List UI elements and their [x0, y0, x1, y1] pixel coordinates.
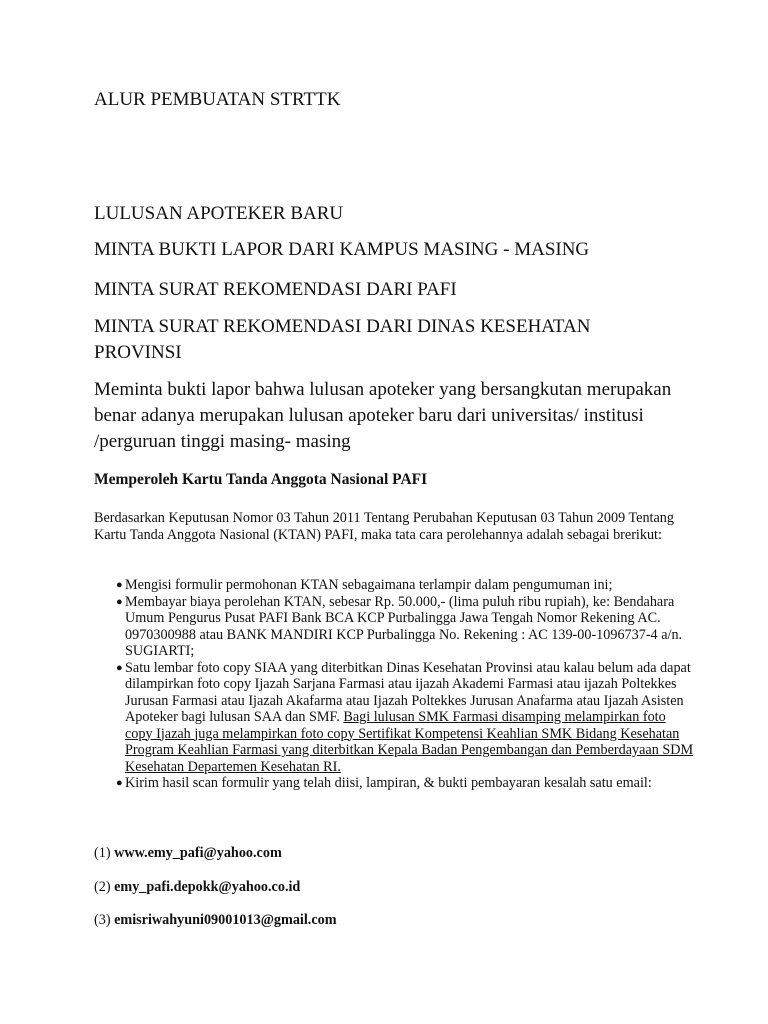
document-title: ALUR PEMBUATAN STRTTK — [94, 89, 341, 110]
large-paragraph: Meminta bukti lapor bahwa lulusan apoteker yang bersangkutan merupakan benar adanya merupakan lulusan apoteker baru dari universitas/ institusi /perguruan tinggi masing- masing — [94, 379, 672, 452]
email-number: (3) — [94, 912, 111, 928]
step-1: LULUSAN APOTEKER BARU — [94, 203, 344, 224]
email-address[interactable]: www.emy_pafi@yahoo.com — [114, 845, 282, 861]
list-item-text: Membayar biaya perolehan KTAN, sebesar Rp. 50.000,- (lima puluh ribu rupiah), ke: Bendahara Umum Pengurus Pusat PAFI Bank BCA KCP Purbalingga Jawa Tengah Nomor Rekening AC. 0970300988 atau BANK MANDIRI KCP Purbalingga No. Rekening : AC 139-00-1096737-4 a/n. SUGIARTI; — [125, 593, 683, 659]
underlined-note: Bagi lulusan SMK Farmasi disamping melampirkan foto copy Ijazah juga melampirkan foto copy Sertifikat Kompetensi Keahlian SMK Bidang Kesehatan Program Keahlian Farmasi yang diterbitkan Kepala Badan Pengembangan dan Pemberdayaan SDM Kesehatan Departemen Kesehatan RI. — [125, 709, 694, 775]
section-heading: Memperoleh Kartu Tanda Anggota Nasional PAFI — [94, 471, 428, 488]
list-item-text: Mengisi formulir permohonan KTAN sebagaimana terlampir dalam pengumuman ini; — [125, 577, 613, 593]
intro-paragraph: Berdasarkan Keputusan Nomor 03 Tahun 2011 Tentang Perubahan Keputusan 03 Tahun 2009 Tentang Kartu Tanda Anggota Nasional (KTAN) PAFI, maka tata cara perolehannya adalah sebagai brerikut: — [94, 510, 674, 543]
email-line-1 — [94, 845, 282, 862]
procedure-list — [94, 577, 694, 792]
email-number: (1) — [94, 845, 111, 861]
email-number: (2) — [94, 879, 111, 895]
step-4-continued: PROVINSI — [94, 342, 182, 363]
bullet-icon: ● — [116, 777, 123, 789]
list-item — [94, 660, 694, 776]
list-item-text: Kirim hasil scan formulir yang telah diisi, lampiran, & bukti pembayaran kesalah satu email: — [125, 775, 652, 791]
email-line-3 — [94, 912, 337, 929]
list-item — [94, 775, 694, 792]
email-address[interactable]: emisriwahyuni09001013@gmail.com — [114, 912, 337, 928]
bullet-icon: ● — [116, 661, 123, 674]
bullet-icon: ● — [116, 579, 123, 591]
email-line-2 — [94, 879, 300, 896]
step-3: MINTA SURAT REKOMENDASI DARI PAFI — [94, 279, 457, 300]
list-item — [94, 594, 694, 660]
list-item-text: Satu lembar foto copy SIAA yang diterbitkan Dinas Kesehatan Provinsi atau kalau belum ada dapat dilampirkan foto copy Ijazah Sarjana Farmasi atau ijazah Akademi Farmasi atau ijazah Poltekkes Jurusan Farmasi atau Ijazah Akafarma atau Ijazah Poltekkes Jurusan Anafarma atau Ijazah Asisten Apoteker bagi lulusan SAA dan SMF. — [125, 659, 691, 725]
step-4: MINTA SURAT REKOMENDASI DARI DINAS KESEHATAN — [94, 316, 591, 337]
email-address[interactable]: emy_pafi.depokk@yahoo.co.id — [114, 879, 301, 895]
step-2: MINTA BUKTI LAPOR DARI KAMPUS MASING - MASING — [94, 239, 590, 260]
bullet-icon: ● — [116, 595, 123, 608]
list-item — [94, 577, 694, 594]
